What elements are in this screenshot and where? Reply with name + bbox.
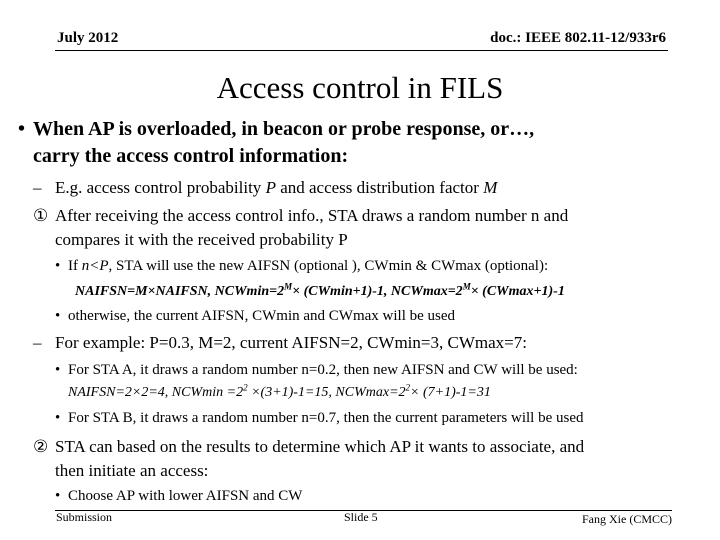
bullet-marker: •: [55, 488, 61, 504]
slide-title: Access control in FILS: [216, 70, 504, 105]
circled-one-marker: ①: [33, 206, 49, 225]
choose-ap-text: Choose AP with lower AIFSN and CW: [68, 488, 303, 504]
step1-line1: After receiving the access control info., STA draws a random number n and: [55, 206, 569, 225]
step2-line2: then initiate an access:: [55, 461, 209, 480]
sta-a-text: For STA A, it draws a random number n=0.2, then new AIFSN and CW will be used:: [68, 362, 578, 378]
formula-naifsn: NAIFSN=M×NAIFSN, $NCWmin=2^M\times (CWmin+1)-1$, $NCWmax=2^M\times (CWmax+1)-1$: [75, 281, 565, 299]
if-n-less-p-text: If n<P, STA will use the new AIFSN (optional ), CWmin & CWmax (optional):: [68, 258, 549, 274]
bullet-marker: •: [55, 258, 61, 274]
step1-line2: compares it with the received probability P: [55, 230, 348, 249]
example-text: For example: P=0.3, M=2, current AIFSN=2, CWmin=3, CWmax=7:: [55, 333, 527, 352]
bullet1-line2: carry the access control information:: [33, 145, 349, 167]
otherwise-text: otherwise, the current AIFSN, CWmin and CWmax will be used: [68, 308, 456, 324]
bullet-marker: •: [55, 362, 61, 378]
dash-marker: –: [33, 333, 42, 352]
footer-submission: Submission: [56, 510, 113, 524]
footer-author: Fang Xie (CMCC): [582, 512, 672, 526]
step2-line1: STA can based on the results to determine which AP it wants to associate, and: [55, 437, 585, 456]
footer-slide-number: Slide 5: [344, 510, 378, 524]
formula-example: NAIFSN=2×2=4, $NCWmin =2^2 \times(3+1)-1=15$, $NCWmax=2^2\times (7+1)-1=31$: [68, 382, 491, 400]
bullet1-line1: When AP is overloaded, in beacon or probe response, or…,: [33, 118, 535, 140]
circled-two-marker: ②: [33, 437, 49, 456]
sta-b-text: For STA B, it draws a random number n=0.7, then the current parameters will be used: [68, 410, 584, 426]
bullet-marker: •: [55, 308, 61, 324]
bullet-marker: •: [18, 118, 26, 140]
header-rule: [55, 50, 668, 51]
dash-marker: –: [33, 178, 42, 197]
bullet-marker: •: [55, 410, 61, 426]
sub1-text: E.g. access control probability P and access distribution factor M: [55, 178, 498, 197]
header-date: July 2012: [57, 30, 119, 46]
header-doc-id: doc.: IEEE 802.11-12/933r6: [490, 30, 666, 46]
